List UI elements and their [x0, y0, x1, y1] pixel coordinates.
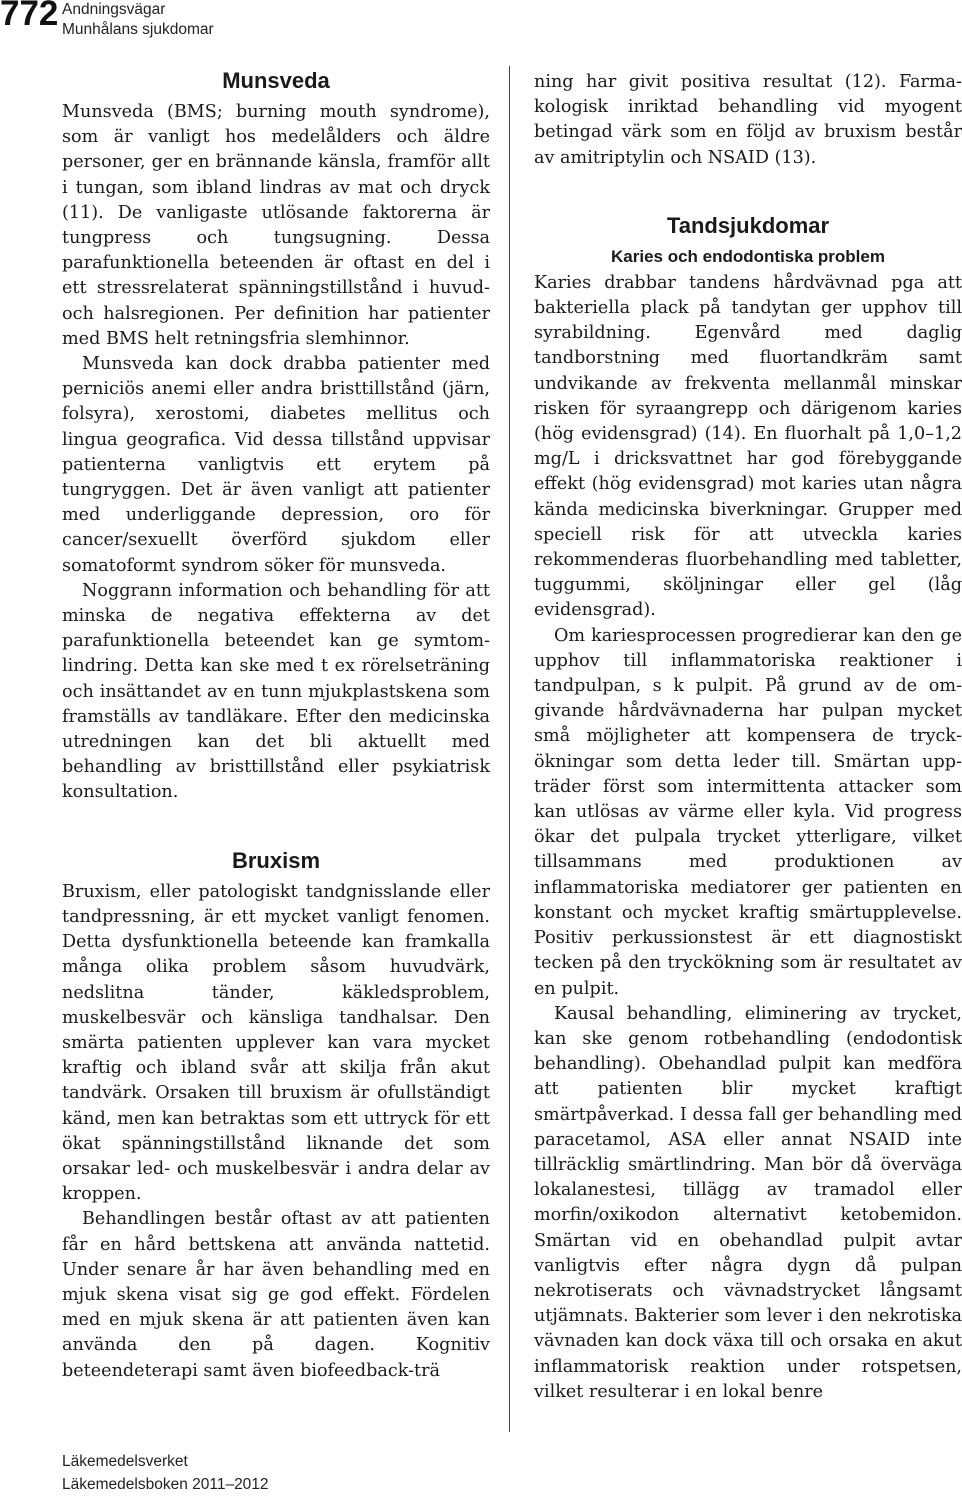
heading-bruxism: Bruxism — [231, 847, 321, 873]
chapter-title: Andningsvägar — [62, 1, 166, 18]
paragraph: Behandlingen består oftast av att patienten får en hård bettskena att använda nattetid. Under senare år har även behandling med en mjuk skena visat sig ge god effekt. Fördelen med en mjuk skena är att patienten även kan använda den på dagen. Kognitiv beteendeterapi samt även biofeedback-trä — [62, 1209, 490, 1381]
paragraph: Kausal behandling, eliminering av trycket, kan ske genom rotbehandling (endodontisk behandling). Obehandlad pulpit kan medföra att patienten blir mycket kraftigt smärtpåverkad. I dessa fall ger behandling med paracetamol, ASA eller annat NSAID inte tillräcklig smärtlindring. Man bör då överväga lokalanestesi, tillägg av tramadol eller morfin/oxikodon alternativt ketobemidon. Smärtan vid en obehandlad pulpit avtar vanligtvis efter några dygn då pulpan nekrotiserats och vävnadstrycket långsamt utjämnats. Bakterier som lever i den nekrotiska vävnaden kan dock växa till och orsaka en akut inflammatorisk reaktion under rotspetsen, vilket resulterar i en lokal benre — [534, 1003, 962, 1402]
paragraph: Bruxism, eller patologiskt tandgnisslande eller tandpressning, är ett mycket vanligt fenomen. Detta dysfunktionella beteende kan framkalla många olika problem såsom huvudvärk, nedslitna tänder, käkledsproblem, muskelbesvär och känsliga tandhalsar. Den smärta patienten upplever kan vara mycket kraftig och ibland svår att skilja från akut tandvärk. Orsaken till bruxism är ofullständigt känd, men kan betraktas som ett uttryck för ett ökat spänningstillstånd liknande det som orsakar led- och muskelbesvär i andra delar av kroppen. — [62, 881, 490, 1205]
paragraph: Noggrann information och behandling för att minska de negativa effekterna av det parafunktionella beteendet kan ge symtomlindring. Detta kan ske med t ex rörelseträning och insättandet av en tunn mjukplastskena som framställs av tandläkare. Efter den medicinska utredningen kan det bli aktuellt med behandling av bristtillstånd eller psykiatrisk konsultation. — [62, 580, 490, 803]
right-column — [534, 70, 962, 1405]
column-divider — [509, 66, 510, 1432]
paragraph: Om kariesprocessen progredierar kan den ge upphov till inflammatoriska reaktioner i tandpulpan, s k pulpit. På grund av de omgivande hårdvävnaderna har pulpan mycket små möjligheter att kompensera de tryckökningar som detta leder till. Smärtan uppträder först som intermittenta attacker som kan utlösas av värme eller kyla. Vid progress ökar det pulpala trycket ytterligare, vilket tillsammans med produktionen av inflammatoriska mediatorer ger patienten en konstant och mycket kraftig smärtupplevelse. Positiv perkussionstest är ett diagnostiskt tecken på den tryckökning som är resultatet av en pulpit. — [534, 625, 962, 999]
footer-publisher: Läkemedelsverket — [62, 1453, 188, 1470]
page-footer — [62, 1450, 269, 1496]
paragraph: Munsveda kan dock drabba patienter med perniciös anemi eller andra bristtillstånd (järn, folsyra), xerostomi, diabetes mellitus och lingua geografica. Vid dessa tillstånd uppvisar patienterna vanligtvis ett erytem på tungryggen. Det är även vanligt att patienter med underliggande depression, oro för cancer/sexuellt överförd sjukdom eller somatoformt syndrom söker för munsveda. — [62, 354, 490, 576]
subchapter-title: Munhålans sjukdomar — [62, 21, 214, 38]
heading-munsveda: Munsveda — [222, 68, 330, 93]
paragraph: Munsveda (BMS; burning mouth syndrome), som är vanligt hos medelålders och äldre personer, ger en brännande känsla, framför allt i tungan, som ibland lindras av mat och dryck (11). De vanligaste utlösande faktorerna är tungpress och tungsugning. Dessa parafunktionella beteenden är oftast en del i ett stressrelaterat spänningstillstånd i huvud- och halsregionen. Per definition har patienter med BMS helt retningsfria slemhinnor. — [62, 102, 490, 349]
footer-book: Läkemedelsboken 2011–2012 — [62, 1476, 269, 1493]
running-title — [62, 0, 214, 40]
paragraph: Karies drabbar tandens hårdvävnad pga att bakteriella plack på tandytan ger upphov till syrabildning. Egenvård med daglig tandborstning med fluortandkräm samt undvikande av frekventa mellanmål minskar risken för syraangrepp och därigenom karies (hög evidensgrad) (14). En fluorhalt på 1,0–1,2 mg/L i dricksvattnet har god förebyggande effekt (hög evidensgrad) mot karies utan några kända medicinska biverkningar. Grupper med speciell risk för att utveckla karies rekommenderas fluorbehandling med tabletter, tuggummi, sköljningar eller gel (låg evidensgrad). — [534, 272, 962, 621]
left-column — [62, 66, 490, 1384]
page-header — [0, 0, 400, 52]
section-tandsjukdomar — [534, 211, 962, 1405]
section-bruxism — [62, 846, 490, 1384]
heading-tandsjukdomar: Tandsjukdomar — [666, 212, 830, 238]
paragraph-continuation: ning har givit positiva resultat (12). Farmakologisk inriktad behandling vid myogent betingad värk som en följd av bruxism består av amitriptylin och NSAID (13). — [534, 72, 962, 168]
section-munsveda — [62, 66, 490, 806]
subheading-karies: Karies och endodontiska problem — [611, 246, 885, 266]
page-number: 772 — [0, 0, 59, 33]
